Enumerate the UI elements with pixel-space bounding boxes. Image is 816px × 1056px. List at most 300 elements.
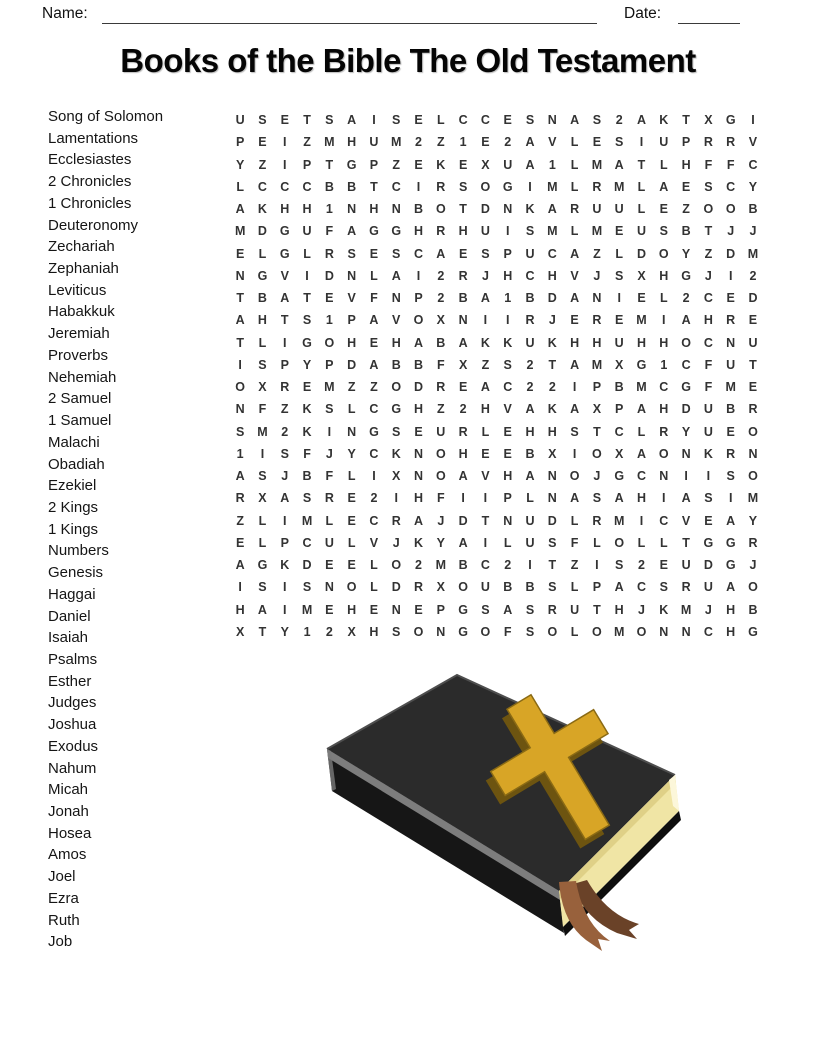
grid-letter: N <box>503 202 513 217</box>
grid-letter: P <box>280 535 289 550</box>
grid-letter: E <box>369 246 379 261</box>
grid-letter: 1 <box>459 135 467 150</box>
grid-letter: S <box>525 624 535 639</box>
grid-letter: I <box>483 491 488 506</box>
grid-letter: L <box>570 624 579 639</box>
grid-letter: 2 <box>682 291 690 306</box>
grid-letter: N <box>547 491 557 506</box>
grid-letter: B <box>257 291 267 306</box>
grid-letter: A <box>235 469 245 484</box>
grid-letter: E <box>659 202 668 217</box>
word-list-item: Lamentations <box>48 129 139 147</box>
grid-letter: O <box>592 446 602 461</box>
grid-letter: H <box>726 624 736 639</box>
grid-letter: U <box>324 535 334 550</box>
grid-letter: N <box>547 113 557 128</box>
grid-letter: K <box>503 335 513 350</box>
grid-letter: A <box>570 491 580 506</box>
grid-letter: D <box>726 246 736 261</box>
grid-letter: L <box>236 179 244 194</box>
grid-letter: I <box>572 446 577 461</box>
grid-letter: G <box>257 558 268 573</box>
word-list-item: Jonah <box>48 803 89 820</box>
grid-letter: S <box>302 491 312 506</box>
grid-letter: U <box>525 335 535 350</box>
grid-letter: K <box>391 446 401 461</box>
grid-letter: F <box>503 624 512 639</box>
grid-letter: T <box>637 157 646 172</box>
grid-letter: I <box>394 491 398 506</box>
word-list-item: Song of Solomon <box>48 108 164 125</box>
grid-letter: N <box>748 446 758 461</box>
grid-letter: H <box>681 157 691 172</box>
grid-letter: C <box>525 268 535 283</box>
grid-letter: R <box>592 513 602 528</box>
grid-letter: A <box>614 580 624 595</box>
grid-letter: U <box>525 535 535 550</box>
grid-letter: L <box>526 491 534 506</box>
grid-letter: I <box>283 157 287 172</box>
grid-letter: F <box>325 224 334 239</box>
word-list-item: 1 Samuel <box>48 412 112 430</box>
grid-letter: I <box>728 268 733 283</box>
grid-letter: J <box>325 446 333 461</box>
grid-letter: Y <box>235 157 245 172</box>
grid-letter: I <box>260 446 265 461</box>
grid-letter: F <box>704 157 713 172</box>
grid-letter: B <box>681 224 691 239</box>
grid-letter: H <box>414 402 424 417</box>
grid-letter: 1 <box>236 446 244 461</box>
grid-letter: E <box>258 135 267 150</box>
word-list-item: Joshua <box>48 716 97 734</box>
grid-letter: H <box>347 335 357 350</box>
grid-letter: E <box>458 246 468 261</box>
grid-letter: E <box>748 313 758 328</box>
grid-letter: G <box>391 402 402 417</box>
grid-letter: A <box>235 313 245 328</box>
grid-letter: C <box>480 558 490 573</box>
grid-letter: N <box>347 424 357 439</box>
grid-letter: C <box>458 113 468 128</box>
grid-letter: C <box>703 335 713 350</box>
grid-letter: U <box>302 224 312 239</box>
grid-letter: X <box>436 313 445 328</box>
grid-letter: M <box>301 513 313 528</box>
grid-letter: E <box>414 424 423 439</box>
grid-letter: C <box>636 469 646 484</box>
grid-letter: S <box>258 357 267 372</box>
grid-letter: S <box>525 224 535 239</box>
grid-letter: E <box>347 491 356 506</box>
grid-letter: N <box>458 313 468 328</box>
grid-letter: E <box>748 380 758 395</box>
grid-letter: I <box>461 491 465 506</box>
grid-letter: L <box>570 157 579 172</box>
grid-letter: O <box>346 580 357 595</box>
grid-letter: N <box>235 402 245 417</box>
grid-letter: K <box>525 202 535 217</box>
grid-letter: V <box>548 135 557 150</box>
grid-letter: V <box>570 268 579 283</box>
grid-letter: H <box>391 335 401 350</box>
grid-letter: I <box>751 113 755 128</box>
word-list-item: 2 Samuel <box>48 390 112 408</box>
grid-letter: O <box>435 446 446 461</box>
grid-letter: T <box>325 157 334 172</box>
grid-letter: O <box>569 469 580 484</box>
grid-letter: R <box>726 313 736 328</box>
grid-letter: S <box>458 179 468 194</box>
grid-letter: I <box>662 491 666 506</box>
grid-letter: A <box>369 313 379 328</box>
grid-letter: E <box>615 224 624 239</box>
grid-letter: M <box>613 179 625 194</box>
grid-letter: A <box>414 335 424 350</box>
word-list-item: 2 Kings <box>48 498 99 516</box>
grid-letter: C <box>369 402 379 417</box>
grid-letter: B <box>525 446 535 461</box>
grid-letter: U <box>235 113 245 128</box>
grid-letter: A <box>458 335 468 350</box>
grid-letter: N <box>503 513 513 528</box>
grid-letter: L <box>593 535 601 550</box>
grid-letter: O <box>480 179 491 194</box>
grid-letter: V <box>280 268 289 283</box>
grid-letter: Z <box>593 246 601 261</box>
grid-letter: H <box>659 268 669 283</box>
grid-letter: M <box>725 380 736 395</box>
grid-letter: L <box>347 535 356 550</box>
grid-letter: J <box>281 469 289 484</box>
grid-letter: O <box>324 335 335 350</box>
grid-letter: R <box>703 135 713 150</box>
grid-letter: L <box>637 424 646 439</box>
grid-letter: E <box>458 380 468 395</box>
grid-letter: V <box>748 135 758 150</box>
grid-letter: H <box>659 335 669 350</box>
grid-letter: L <box>570 580 579 595</box>
grid-letter: D <box>414 380 424 395</box>
grid-letter: N <box>347 202 357 217</box>
grid-letter: 2 <box>437 291 445 306</box>
grid-letter: O <box>614 535 625 550</box>
bible-with-cross-icon <box>323 672 693 962</box>
grid-letter: G <box>748 624 758 639</box>
grid-letter: M <box>613 624 625 639</box>
grid-letter: A <box>636 446 646 461</box>
grid-letter: C <box>369 513 379 528</box>
grid-letter: E <box>369 335 379 350</box>
grid-letter: D <box>458 513 468 528</box>
grid-letter: Z <box>437 135 445 150</box>
grid-letter: A <box>414 513 424 528</box>
word-list-item: Malachi <box>48 433 100 451</box>
grid-letter: 2 <box>415 558 422 573</box>
grid-letter: S <box>704 179 713 194</box>
grid-letter: S <box>325 402 334 417</box>
grid-letter: G <box>458 624 468 639</box>
grid-letter: 2 <box>749 268 757 283</box>
grid-letter: B <box>503 580 513 595</box>
grid-letter: A <box>681 313 691 328</box>
grid-letter: F <box>437 357 445 372</box>
grid-letter: L <box>258 335 267 350</box>
grid-letter: E <box>302 380 312 395</box>
grid-letter: E <box>235 535 245 550</box>
grid-letter: G <box>369 424 379 439</box>
grid-letter: H <box>347 135 357 150</box>
grid-letter: L <box>570 179 579 194</box>
grid-letter: S <box>615 135 624 150</box>
grid-letter: A <box>525 157 535 172</box>
grid-letter: M <box>636 313 647 328</box>
grid-letter: N <box>681 446 691 461</box>
grid-letter: S <box>325 113 334 128</box>
grid-letter: U <box>726 357 736 372</box>
grid-letter: E <box>347 513 356 528</box>
grid-letter: Y <box>681 246 691 261</box>
grid-letter: F <box>325 469 334 484</box>
grid-letter: T <box>303 291 311 306</box>
grid-letter: A <box>681 491 691 506</box>
grid-letter: S <box>503 357 512 372</box>
grid-letter: X <box>458 357 468 372</box>
grid-letter: J <box>727 224 735 239</box>
grid-letter: N <box>547 469 557 484</box>
grid-letter: L <box>659 535 668 550</box>
grid-letter: U <box>636 224 646 239</box>
grid-letter: I <box>706 469 711 484</box>
grid-letter: A <box>547 202 557 217</box>
grid-letter: H <box>503 268 513 283</box>
grid-letter: F <box>726 157 735 172</box>
page-title: Books of the Bible The Old Testament <box>120 42 696 79</box>
grid-letter: R <box>592 313 602 328</box>
grid-letter: C <box>391 179 401 194</box>
grid-letter: U <box>748 335 758 350</box>
grid-letter: X <box>258 380 267 395</box>
grid-letter: M <box>747 246 759 261</box>
grid-letter: N <box>324 580 334 595</box>
grid-letter: D <box>681 402 691 417</box>
grid-letter: M <box>547 224 558 239</box>
grid-letter: M <box>324 380 335 395</box>
grid-letter: J <box>593 268 601 283</box>
grid-letter: E <box>592 135 602 150</box>
grid-letter: E <box>325 558 334 573</box>
grid-letter: C <box>302 179 312 194</box>
grid-letter: S <box>615 268 624 283</box>
word-list-item: 2 Chronicles <box>48 173 132 191</box>
grid-letter: T <box>749 357 757 372</box>
grid-letter: O <box>725 202 736 217</box>
grid-letter: N <box>347 268 357 283</box>
grid-letter: Y <box>748 179 758 194</box>
grid-letter: R <box>436 179 446 194</box>
grid-letter: 1 <box>325 313 333 328</box>
grid-letter: S <box>392 113 401 128</box>
grid-letter: A <box>235 202 245 217</box>
grid-letter: I <box>572 380 577 395</box>
grid-letter: P <box>592 580 602 595</box>
grid-letter: G <box>346 157 357 172</box>
grid-letter: K <box>257 202 267 217</box>
grid-letter: A <box>570 113 580 128</box>
grid-letter: R <box>592 179 602 194</box>
grid-letter: S <box>392 246 401 261</box>
grid-letter: E <box>414 113 423 128</box>
grid-letter: N <box>436 624 446 639</box>
grid-letter: R <box>458 268 468 283</box>
grid-letter: M <box>747 491 759 506</box>
grid-letter: E <box>503 446 512 461</box>
grid-letter: E <box>458 157 468 172</box>
grid-letter: O <box>703 202 714 217</box>
grid-letter: 2 <box>504 558 512 573</box>
grid-letter: A <box>347 113 357 128</box>
name-write-line[interactable] <box>102 4 597 24</box>
grid-letter: B <box>347 179 357 194</box>
grid-letter: D <box>547 513 557 528</box>
grid-letter: L <box>370 580 378 595</box>
grid-letter: X <box>481 157 490 172</box>
grid-letter: E <box>369 602 379 617</box>
grid-letter: U <box>525 513 535 528</box>
grid-letter: G <box>725 113 736 128</box>
grid-letter: K <box>703 446 713 461</box>
grid-letter: M <box>547 179 558 194</box>
grid-letter: C <box>280 179 290 194</box>
grid-letter: X <box>392 469 401 484</box>
grid-letter: N <box>414 469 424 484</box>
grid-letter: 2 <box>281 424 289 439</box>
grid-letter: A <box>726 513 736 528</box>
grid-letter: P <box>302 157 312 172</box>
grid-letter: R <box>436 380 446 395</box>
grid-letter: H <box>570 335 580 350</box>
grid-letter: R <box>726 446 736 461</box>
grid-letter: J <box>638 602 645 617</box>
grid-letter: L <box>437 113 445 128</box>
grid-letter: B <box>414 357 424 372</box>
grid-letter: L <box>637 535 646 550</box>
grid-letter: C <box>748 157 758 172</box>
grid-letter: J <box>704 268 712 283</box>
grid-letter: S <box>347 246 356 261</box>
grid-letter: R <box>659 424 669 439</box>
grid-letter: O <box>748 580 758 595</box>
grid-letter: T <box>682 535 690 550</box>
grid-letter: B <box>525 580 535 595</box>
grid-letter: D <box>547 291 557 306</box>
grid-letter: Z <box>370 380 378 395</box>
grid-letter: P <box>414 291 423 306</box>
grid-letter: I <box>372 469 376 484</box>
grid-letter: A <box>480 380 490 395</box>
grid-letter: G <box>458 602 468 617</box>
grid-letter: O <box>391 380 402 395</box>
word-list-item: Proverbs <box>48 346 109 364</box>
grid-letter: D <box>703 558 713 573</box>
grid-letter: H <box>414 491 424 506</box>
grid-letter: I <box>617 291 621 306</box>
grid-letter: P <box>615 402 624 417</box>
grid-letter: H <box>636 491 646 506</box>
grid-letter: J <box>749 224 757 239</box>
grid-letter: I <box>283 135 287 150</box>
grid-letter: U <box>525 246 535 261</box>
grid-letter: R <box>436 224 446 239</box>
grid-letter: F <box>303 446 311 461</box>
grid-letter: U <box>592 202 602 217</box>
grid-letter: S <box>235 424 245 439</box>
date-write-line[interactable] <box>678 4 740 24</box>
grid-letter: T <box>481 513 490 528</box>
grid-letter: A <box>726 580 736 595</box>
grid-letter: Y <box>748 513 758 528</box>
grid-letter: C <box>503 380 513 395</box>
grid-letter: I <box>639 513 644 528</box>
grid-letter: P <box>503 246 512 261</box>
grid-letter: T <box>548 558 557 573</box>
grid-letter: R <box>324 491 334 506</box>
grid-letter: S <box>548 535 557 550</box>
grid-letter: S <box>280 446 289 461</box>
grid-letter: I <box>639 135 644 150</box>
grid-letter: E <box>325 602 334 617</box>
grid-letter: L <box>303 246 311 261</box>
grid-letter: G <box>502 179 513 194</box>
grid-letter: L <box>370 268 378 283</box>
grid-letter: N <box>659 469 669 484</box>
grid-letter: T <box>280 313 289 328</box>
grid-letter: P <box>325 357 334 372</box>
grid-letter: O <box>748 424 758 439</box>
word-list-item: Amos <box>48 846 87 864</box>
word-list-item: Zechariah <box>48 238 115 256</box>
grid-letter: 2 <box>504 135 512 150</box>
grid-letter: E <box>414 602 423 617</box>
grid-letter: H <box>547 268 557 283</box>
grid-letter: H <box>726 602 736 617</box>
grid-letter: E <box>481 135 490 150</box>
grid-letter: L <box>258 513 267 528</box>
grid-letter: M <box>301 602 313 617</box>
grid-letter: H <box>703 313 713 328</box>
grid-letter: G <box>369 224 379 239</box>
word-list-item: Micah <box>48 781 89 799</box>
grid-letter: E <box>726 424 735 439</box>
grid-letter: T <box>548 357 557 372</box>
grid-letter: K <box>302 424 312 439</box>
grid-letter: A <box>570 291 580 306</box>
grid-letter: Z <box>280 402 289 417</box>
grid-letter: A <box>525 469 535 484</box>
grid-letter: H <box>347 602 357 617</box>
grid-letter: V <box>392 313 401 328</box>
grid-letter: K <box>547 335 557 350</box>
grid-letter: I <box>238 580 242 595</box>
grid-letter: E <box>347 558 356 573</box>
grid-letter: Y <box>280 624 289 639</box>
grid-letter: C <box>414 246 424 261</box>
grid-letter: B <box>391 357 401 372</box>
grid-letter: B <box>302 469 312 484</box>
grid-letter: L <box>570 513 579 528</box>
grid-letter: Z <box>347 380 356 395</box>
grid-letter: N <box>659 624 669 639</box>
